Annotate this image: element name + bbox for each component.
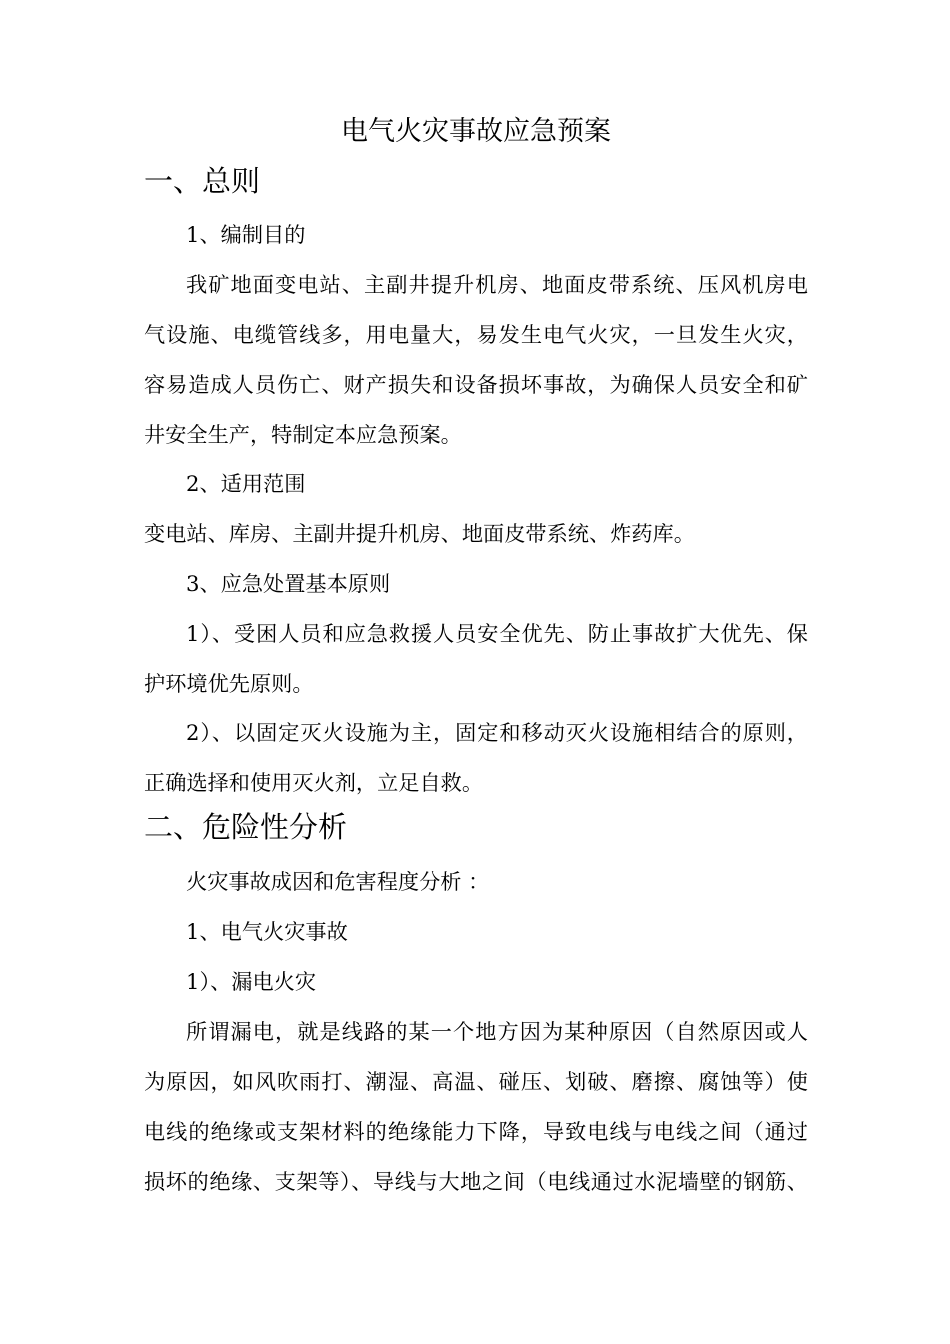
paragraph-line: 电线的绝缘或支架材料的绝缘能力下降，导致电线与电线之间（通过 bbox=[144, 1119, 808, 1144]
paragraph-line: 气设施、电缆管线多，用电量大，易发生电气火灾，一旦发生火灾， bbox=[144, 322, 808, 347]
subitem-heading-leakage-fire: 1）、漏电火灾 bbox=[186, 969, 317, 994]
paragraph-line: 容易造成人员伤亡、财产损失和设备损坏事故，为确保人员安全和矿 bbox=[144, 372, 808, 397]
section-heading-risk-analysis: 二、危险性分析 bbox=[144, 810, 348, 844]
item-heading-electrical-fire: 1、电气火灾事故 bbox=[186, 919, 348, 944]
paragraph-line: 为原因，如风吹雨打、潮湿、高温、碰压、划破、磨擦、腐蚀等）使 bbox=[144, 1069, 808, 1094]
paragraph-line: 正确选择和使用灭火剂，立足自救。 bbox=[144, 770, 484, 795]
item-heading-purpose: 1、编制目的 bbox=[186, 222, 306, 247]
section-heading-general: 一、总则 bbox=[144, 164, 261, 198]
paragraph-line: 所谓漏电，就是线路的某一个地方因为某种原因（自然原因或人 bbox=[186, 1019, 808, 1044]
paragraph-line: 我矿地面变电站、主副井提升机房、地面皮带系统、压风机房电 bbox=[186, 272, 808, 297]
paragraph-line: 1）、受困人员和应急救援人员安全优先、防止事故扩大优先、保 bbox=[186, 621, 808, 646]
scope-text: 变电站、库房、主副井提升机房、地面皮带系统、炸药库。 bbox=[144, 521, 695, 546]
paragraph-line: 护环境优先原则。 bbox=[144, 671, 314, 696]
paragraph-line: 井安全生产，特制定本应急预案。 bbox=[144, 422, 462, 447]
paragraph-line: 2）、以固定灭火设施为主，固定和移动灭火设施相结合的原则， bbox=[186, 720, 808, 745]
paragraph-line: 损坏的绝缘、支架等）、导线与大地之间（电线通过水泥墙壁的钢筋、 bbox=[144, 1169, 808, 1194]
risk-intro: 火灾事故成因和危害程度分析 ： bbox=[186, 869, 490, 894]
item-heading-scope: 2、适用范围 bbox=[186, 471, 306, 496]
item-heading-principles: 3、应急处置基本原则 bbox=[186, 571, 391, 596]
document-title: 电气火灾事故应急预案 bbox=[341, 116, 611, 147]
